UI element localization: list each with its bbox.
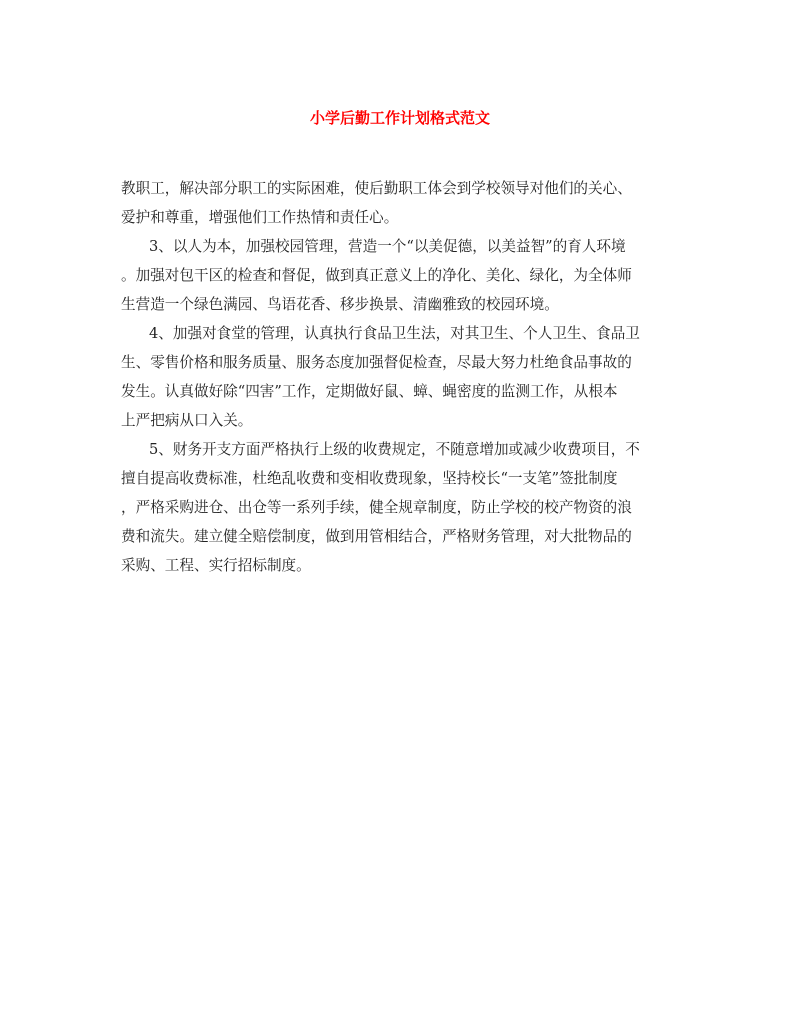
text-line: ，严格采购进仓、出仓等一系列手续，健全规章制度，防止学校的校产物资的浪 bbox=[121, 499, 632, 516]
text-line: 爱护和尊重，增强他们工作热情和责任心。 bbox=[121, 209, 399, 226]
text-line: 擅自提高收费标准，杜绝乱收费和变相收费现象，坚持校长“一支笔”签批制度 bbox=[121, 470, 618, 487]
text-line: 费和流失。建立健全赔偿制度，做到用管相结合，严格财务管理，对大批物品的 bbox=[121, 528, 632, 545]
document-body bbox=[121, 174, 681, 580]
text-line: 4、加强对食堂的管理，认真执行食品卫生法，对其卫生、个人卫生、食品卫 bbox=[149, 325, 640, 342]
paragraph bbox=[121, 319, 681, 435]
text-line: 上严把病从口入关。 bbox=[121, 412, 253, 429]
text-line: 发生。认真做好除“四害”工作，定期做好鼠、蟑、蝇密度的监测工作，从根本 bbox=[121, 383, 618, 400]
paragraph bbox=[121, 435, 681, 580]
text-line: 教职工，解决部分职工的实际困难，使后勤职工体会到学校领导对他们的关心、 bbox=[121, 180, 632, 197]
paragraph bbox=[121, 174, 681, 232]
text-line: 。加强对包干区的检查和督促，做到真正意义上的净化、美化、绿化，为全体师 bbox=[121, 267, 632, 284]
text-line: 3、以人为本，加强校园管理，营造一个“以美促德，以美益智”的育人环境 bbox=[149, 238, 626, 255]
text-line: 生、零售价格和服务质量、服务态度加强督促检查，尽最大努力杜绝食品事故的 bbox=[121, 354, 632, 371]
document-title: 小学后勤工作计划格式范文 bbox=[309, 109, 490, 127]
text-line: 采购、工程、实行招标制度。 bbox=[121, 557, 311, 574]
text-line: 5、财务开支方面严格执行上级的收费规定，不随意增加或减少收费项目，不 bbox=[149, 441, 640, 458]
text-line: 生营造一个绿色满园、鸟语花香、移步换景、清幽雅致的校园环境。 bbox=[121, 296, 559, 313]
paragraph bbox=[121, 232, 681, 319]
